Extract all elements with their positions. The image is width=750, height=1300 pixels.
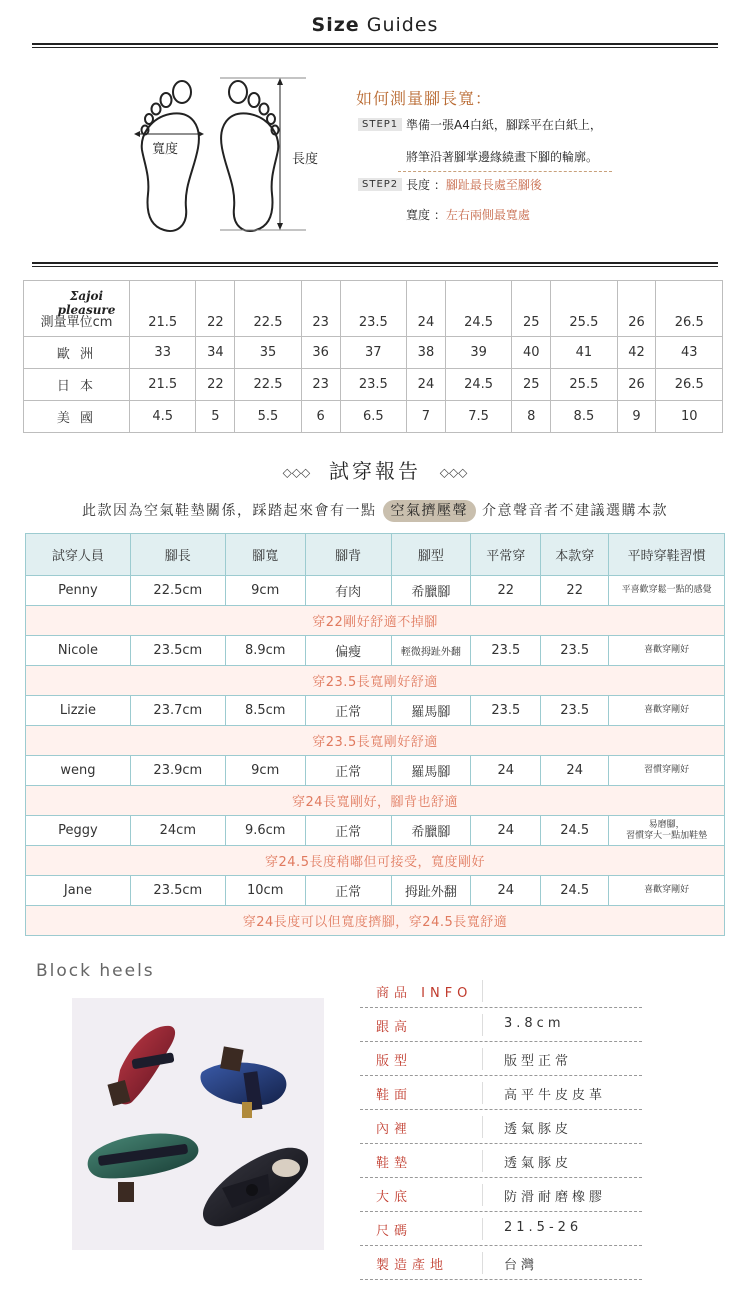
report-header-cell: 腳背 <box>305 534 391 576</box>
notice-pill: 空氣擠壓聲 <box>383 500 477 522</box>
size-cell: 4.5 <box>130 401 196 433</box>
info-key: 內裡 <box>376 1122 413 1137</box>
info-value: 高平牛皮皮革 <box>504 1088 607 1103</box>
tester-width: 8.5cm <box>225 696 305 726</box>
report-header-cell: 平常穿 <box>471 534 541 576</box>
tester-this: 24.5 <box>541 816 609 846</box>
how-to-measure-title: 如何測量腳長寬： <box>356 89 493 108</box>
tester-comment-row <box>26 726 725 756</box>
info-separator <box>482 1014 483 1036</box>
tester-length: 23.9cm <box>130 756 225 786</box>
size-cell: 6 <box>301 401 340 433</box>
size-cell: 23.5 <box>340 281 406 337</box>
size-cell: 22.5 <box>235 281 301 337</box>
size-row <box>24 337 723 369</box>
tester-row <box>26 636 725 666</box>
tester-length: 24cm <box>130 816 225 846</box>
size-row <box>24 281 723 337</box>
tester-instep: 有肉 <box>305 576 391 606</box>
tester-habit: 平喜歡穿鬆一點的感覺 <box>609 576 725 606</box>
tester-comment: 穿22剛好舒適不掉腳 <box>26 606 725 636</box>
tester-instep: 正常 <box>305 876 391 906</box>
report-header-cell: 腳型 <box>391 534 471 576</box>
step1-line1: 準備一張A4白紙，腳踩平在白紙上， <box>406 118 602 132</box>
tester-length: 23.5cm <box>130 876 225 906</box>
tester-usual: 23.5 <box>471 636 541 666</box>
tester-comment: 穿23.5長寬剛好舒適 <box>26 666 725 696</box>
size-cell: 43 <box>656 337 723 369</box>
size-cell: 40 <box>512 337 551 369</box>
size-cell: 8.5 <box>551 401 617 433</box>
try-on-report-table <box>25 533 725 936</box>
tester-usual: 24 <box>471 756 541 786</box>
size-cell: 7.5 <box>445 401 511 433</box>
measure-section <box>120 66 720 246</box>
tester-this: 23.5 <box>541 696 609 726</box>
size-cell: 23.5 <box>340 369 406 401</box>
info-value: 防滑耐磨橡膠 <box>504 1190 607 1205</box>
tester-usual: 24 <box>471 876 541 906</box>
black-shoe-icon <box>203 1148 308 1226</box>
info-separator <box>482 1252 483 1274</box>
tester-instep: 正常 <box>305 696 391 726</box>
info-separator <box>482 980 483 1002</box>
size-cell: 21.5 <box>130 281 196 337</box>
info-value: 21.5-26 <box>504 1220 583 1235</box>
info-separator <box>482 1184 483 1206</box>
tester-this: 24.5 <box>541 876 609 906</box>
length-label: 長度 <box>292 152 319 167</box>
tester-length: 22.5cm <box>130 576 225 606</box>
shoes-illustration-icon <box>72 998 324 1250</box>
size-cell: 26.5 <box>656 369 723 401</box>
size-row-label: 美 國 <box>24 401 130 433</box>
info-row <box>360 1178 642 1212</box>
tester-shape: 羅馬腳 <box>391 756 471 786</box>
tester-this: 23.5 <box>541 636 609 666</box>
info-value: 3.8cm <box>504 1016 565 1031</box>
tester-comment-row <box>26 666 725 696</box>
size-cell: 24.5 <box>445 369 511 401</box>
size-cell: 25 <box>512 281 551 337</box>
tester-width: 9cm <box>225 756 305 786</box>
info-value: 透氣豚皮 <box>504 1122 573 1137</box>
report-header-cell: 平時穿鞋習慣 <box>609 534 725 576</box>
step2-length: 長度 ：腳趾最長處至腳後 <box>406 178 542 192</box>
size-table <box>23 280 723 433</box>
size-cell: 25 <box>512 369 551 401</box>
size-cell: 38 <box>407 337 446 369</box>
tester-this: 22 <box>541 576 609 606</box>
step2-tag: STEP2 <box>358 178 402 191</box>
tester-comment-row <box>26 906 725 936</box>
info-key: 鞋墊 <box>376 1156 413 1171</box>
tester-width: 9.6cm <box>225 816 305 846</box>
step1-line2: 將筆沿著腳掌邊緣繞畫下腳的輪廓。 <box>406 150 599 164</box>
block-heels-title: Block heels <box>36 961 155 981</box>
info-value: 台灣 <box>504 1258 539 1273</box>
size-cell: 24 <box>407 369 446 401</box>
size-cell: 7 <box>407 401 446 433</box>
tester-row <box>26 696 725 726</box>
info-key: 尺碼 <box>376 1224 413 1239</box>
size-cell: 34 <box>196 337 235 369</box>
tester-habit: 易磨腳， 習慣穿大一點加鞋墊 <box>609 816 725 846</box>
divider-middle <box>32 262 718 267</box>
divider-top <box>32 43 718 48</box>
tester-instep: 正常 <box>305 816 391 846</box>
diamond-deco-left-icon: ◇◇◇ <box>282 465 311 480</box>
dotted-divider <box>398 171 612 172</box>
size-cell: 21.5 <box>130 369 196 401</box>
tester-instep: 偏瘦 <box>305 636 391 666</box>
tester-comment: 穿24長度可以但寬度擠腳，穿24.5長寬舒適 <box>26 906 725 936</box>
report-header-cell: 腳寬 <box>225 534 305 576</box>
info-value: 透氣豚皮 <box>504 1156 573 1171</box>
size-cell: 10 <box>656 401 723 433</box>
tester-comment: 穿24.5長度稍嘟但可接受，寬度剛好 <box>26 846 725 876</box>
tester-shape: 希臘腳 <box>391 816 471 846</box>
info-key: 鞋面 <box>376 1088 413 1103</box>
tester-width: 10cm <box>225 876 305 906</box>
tester-row <box>26 816 725 846</box>
size-cell: 22.5 <box>235 369 301 401</box>
info-row <box>360 1008 642 1042</box>
size-row-label: Σajoi pleasure 測量單位cm <box>24 281 130 337</box>
size-cell: 25.5 <box>551 281 617 337</box>
size-cell: 22 <box>196 369 235 401</box>
tester-shape: 羅馬腳 <box>391 696 471 726</box>
tester-row <box>26 876 725 906</box>
size-cell: 24.5 <box>445 281 511 337</box>
size-cell: 36 <box>301 337 340 369</box>
info-row <box>360 974 642 1008</box>
size-cell: 5.5 <box>235 401 301 433</box>
info-row <box>360 1110 642 1144</box>
info-separator <box>482 1150 483 1172</box>
tester-instep: 正常 <box>305 756 391 786</box>
size-cell: 41 <box>551 337 617 369</box>
tester-comment: 穿23.5長寬剛好舒適 <box>26 726 725 756</box>
info-key: 版型 <box>376 1054 413 1069</box>
tester-comment-row <box>26 786 725 816</box>
tester-usual: 24 <box>471 816 541 846</box>
step1-tag: STEP1 <box>358 118 402 131</box>
size-cell: 8 <box>512 401 551 433</box>
size-cell: 23 <box>301 281 340 337</box>
tester-name: Jane <box>26 876 131 906</box>
info-separator <box>482 1082 483 1104</box>
size-cell: 26.5 <box>656 281 723 337</box>
tester-shape: 輕微拇趾外翻 <box>391 636 471 666</box>
size-cell: 39 <box>445 337 511 369</box>
info-row <box>360 1076 642 1110</box>
size-cell: 33 <box>130 337 196 369</box>
tester-width: 8.9cm <box>225 636 305 666</box>
red-shoe-icon <box>107 1026 175 1106</box>
info-key: 商品 INFO <box>376 986 473 1001</box>
tester-comment: 穿24長寬剛好，腳背也舒適 <box>26 786 725 816</box>
tester-habit: 喜歡穿剛好 <box>609 876 725 906</box>
tester-name: weng <box>26 756 131 786</box>
size-cell: 26 <box>617 281 656 337</box>
tester-comment-row <box>26 846 725 876</box>
page-title: Size Guides <box>311 14 439 36</box>
info-row <box>360 1246 642 1280</box>
tester-shape: 拇趾外翻 <box>391 876 471 906</box>
size-cell: 9 <box>617 401 656 433</box>
size-row <box>24 369 723 401</box>
tester-shape: 希臘腳 <box>391 576 471 606</box>
tester-row <box>26 576 725 606</box>
size-row-label: 歐 洲 <box>24 337 130 369</box>
shoes-photo <box>72 998 324 1250</box>
tester-row <box>26 756 725 786</box>
info-value: 版型正常 <box>504 1054 573 1069</box>
size-cell: 24 <box>407 281 446 337</box>
info-row <box>360 1212 642 1246</box>
size-cell: 35 <box>235 337 301 369</box>
width-label: 寬度 <box>152 142 179 157</box>
report-header-cell: 本款穿 <box>541 534 609 576</box>
size-cell: 26 <box>617 369 656 401</box>
tester-name: Penny <box>26 576 131 606</box>
info-key: 製造產地 <box>376 1258 449 1273</box>
tester-name: Nicole <box>26 636 131 666</box>
tester-habit: 習慣穿剛好 <box>609 756 725 786</box>
blue-shoe-icon <box>200 1046 286 1118</box>
sound-notice: 此款因為空氣鞋墊關係，踩踏起來會有一點 空氣擠壓聲 介意聲音者不建議選購本款 <box>0 500 750 520</box>
tester-this: 24 <box>541 756 609 786</box>
report-header-cell: 試穿人員 <box>26 534 131 576</box>
size-cell: 25.5 <box>551 369 617 401</box>
size-row <box>24 401 723 433</box>
info-separator <box>482 1116 483 1138</box>
size-cell: 42 <box>617 337 656 369</box>
report-header-cell: 腳長 <box>130 534 225 576</box>
tester-comment-row <box>26 606 725 636</box>
report-title: ◇◇◇ 試穿報告 ◇◇◇ <box>282 459 468 483</box>
info-row <box>360 1144 642 1178</box>
step2-width: 寬度 ：左右兩側最寬處 <box>406 208 530 222</box>
size-cell: 37 <box>340 337 406 369</box>
tester-habit: 喜歡穿剛好 <box>609 696 725 726</box>
info-key: 大底 <box>376 1190 413 1205</box>
size-cell: 22 <box>196 281 235 337</box>
tester-length: 23.5cm <box>130 636 225 666</box>
tester-length: 23.7cm <box>130 696 225 726</box>
info-row <box>360 1042 642 1076</box>
tester-name: Peggy <box>26 816 131 846</box>
size-cell: 23 <box>301 369 340 401</box>
size-cell: 6.5 <box>340 401 406 433</box>
tester-usual: 23.5 <box>471 696 541 726</box>
size-cell: 5 <box>196 401 235 433</box>
diamond-deco-right-icon: ◇◇◇ <box>439 465 468 480</box>
green-shoe-icon <box>88 1133 199 1202</box>
size-row-label: 日 本 <box>24 369 130 401</box>
tester-width: 9cm <box>225 576 305 606</box>
brand-logo: Σajoi pleasure <box>57 289 116 317</box>
tester-usual: 22 <box>471 576 541 606</box>
product-info-list <box>360 974 642 1280</box>
info-separator <box>482 1048 483 1070</box>
info-separator <box>482 1218 483 1240</box>
tester-habit: 喜歡穿剛好 <box>609 636 725 666</box>
tester-name: Lizzie <box>26 696 131 726</box>
info-key: 跟高 <box>376 1020 413 1035</box>
